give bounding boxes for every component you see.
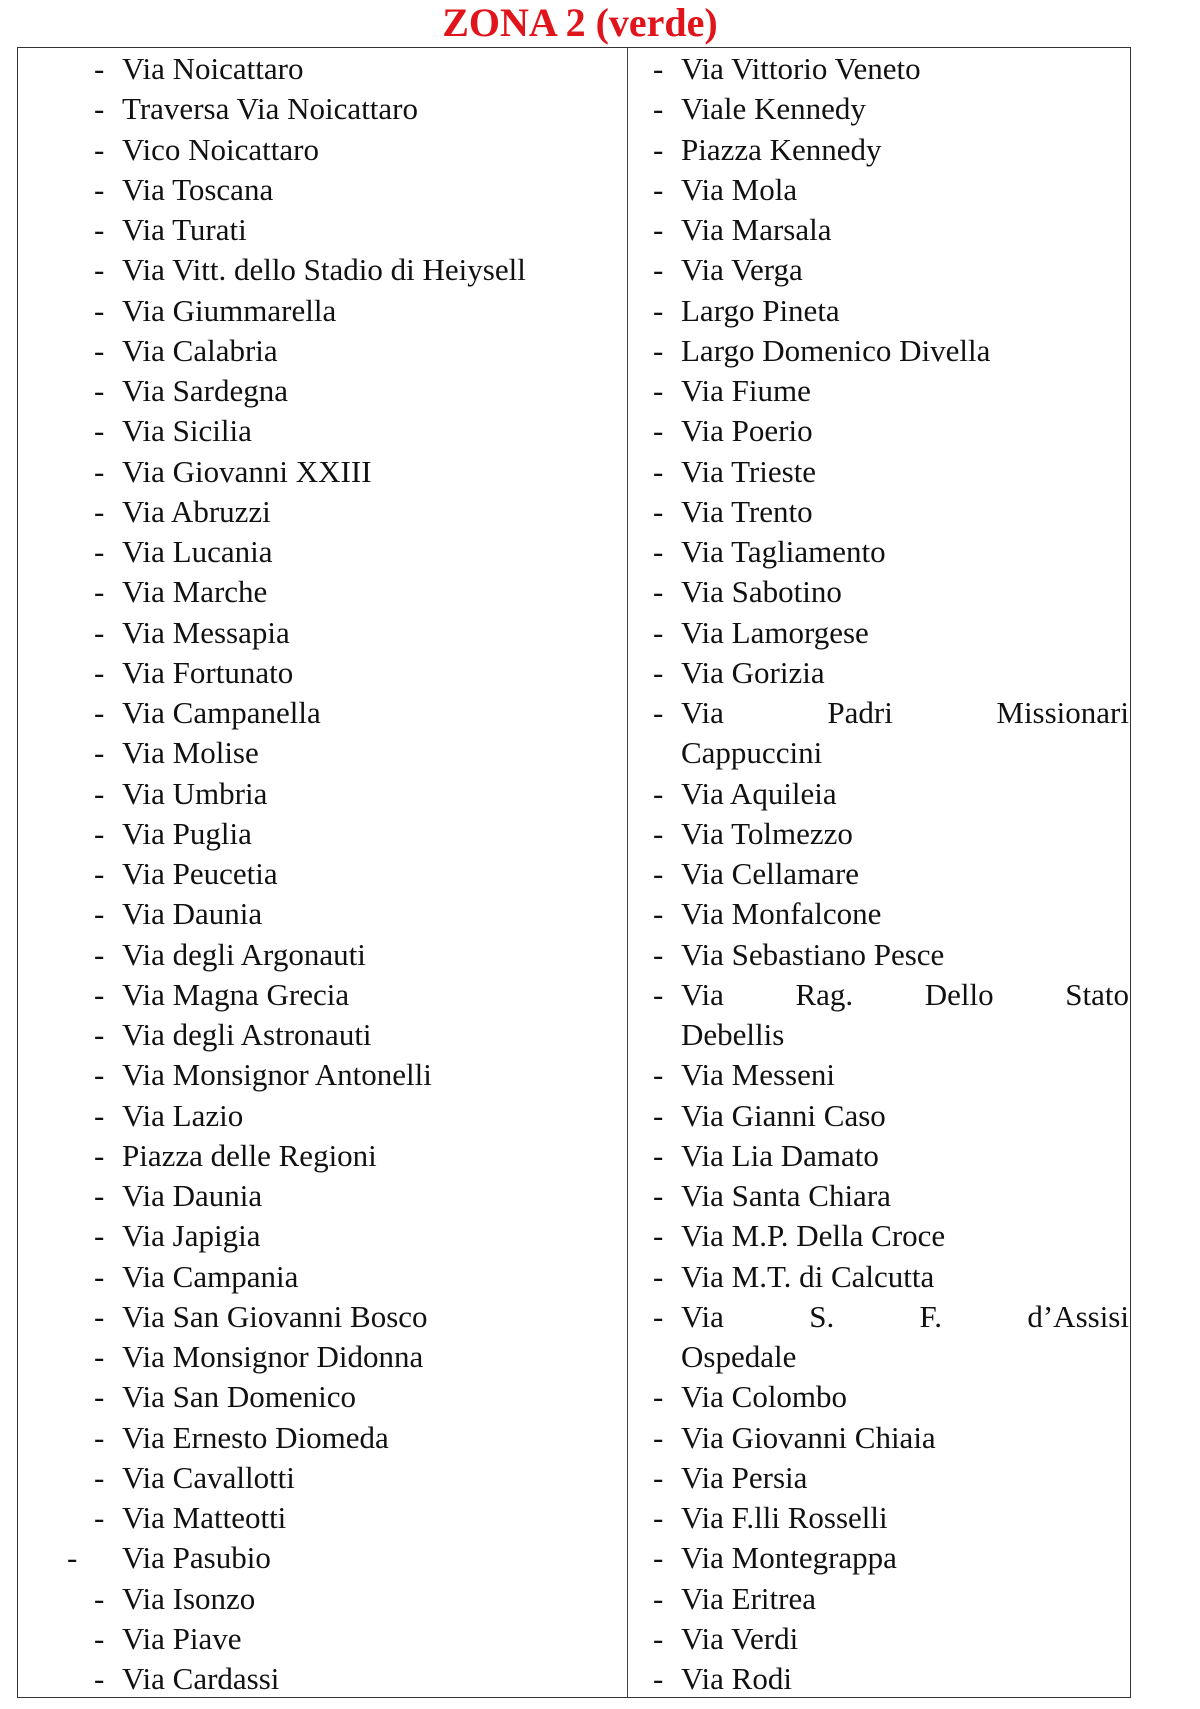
list-item bbox=[18, 774, 627, 814]
bullet-dash: - bbox=[94, 453, 105, 489]
list-item bbox=[18, 1498, 627, 1538]
bullet-dash: - bbox=[653, 936, 664, 972]
bullet-dash: - bbox=[94, 1620, 105, 1656]
street-name: Via Poerio bbox=[681, 413, 813, 449]
bullet-dash: - bbox=[653, 1137, 664, 1173]
bullet-dash: - bbox=[94, 1339, 105, 1374]
street-name: Via Cardassi bbox=[122, 1661, 280, 1696]
left-street-list bbox=[18, 49, 627, 1699]
list-item bbox=[628, 894, 1132, 934]
list-item bbox=[628, 1538, 1132, 1578]
bullet-dash: - bbox=[653, 574, 664, 610]
street-name: Via degli Astronauti bbox=[122, 1017, 372, 1052]
bullet-dash: - bbox=[653, 1500, 664, 1535]
right-street-list bbox=[628, 49, 1132, 1699]
street-name: Via San Giovanni Bosco bbox=[122, 1298, 428, 1334]
street-name: Via Cellamare bbox=[681, 856, 860, 891]
street-name: Via Persia bbox=[681, 1459, 808, 1495]
bullet-dash: - bbox=[653, 1258, 664, 1294]
street-name: Via Santa Chiara bbox=[681, 1178, 891, 1213]
street-name: Via M.T. di Calcutta bbox=[681, 1258, 935, 1294]
list-item bbox=[18, 250, 627, 290]
bullet-dash: - bbox=[653, 1178, 664, 1213]
list-item bbox=[18, 371, 627, 411]
street-table bbox=[17, 47, 1131, 1698]
bullet-dash: - bbox=[94, 815, 105, 851]
bullet-dash: - bbox=[94, 131, 105, 167]
bullet-dash: - bbox=[94, 896, 105, 932]
bullet-dash: - bbox=[653, 1540, 664, 1576]
street-name: Via San Domenico bbox=[122, 1379, 357, 1415]
word: Missionari bbox=[996, 695, 1129, 730]
street-name bbox=[681, 1297, 1129, 1378]
list-item bbox=[628, 1418, 1132, 1458]
list-item bbox=[628, 1619, 1132, 1659]
street-name: Via Giovanni XXIII bbox=[122, 453, 372, 489]
word: Via bbox=[681, 976, 724, 1012]
street-name: Via Magna Grecia bbox=[122, 976, 350, 1012]
bullet-dash: - bbox=[94, 1661, 105, 1696]
bullet-dash: - bbox=[653, 373, 664, 408]
bullet-dash: - bbox=[653, 1097, 664, 1133]
list-item bbox=[628, 1176, 1132, 1216]
bullet-dash: - bbox=[94, 413, 105, 449]
list-item-wrapped bbox=[628, 1297, 1132, 1378]
list-item bbox=[628, 250, 1132, 290]
bullet-dash: - bbox=[653, 1419, 664, 1455]
list-item bbox=[18, 854, 627, 894]
street-name: Via Fortunato bbox=[122, 654, 294, 690]
street-name-line2: Debellis bbox=[681, 1017, 785, 1052]
list-item bbox=[18, 492, 627, 532]
bullet-dash: - bbox=[653, 91, 664, 127]
list-item bbox=[628, 1458, 1132, 1498]
list-item bbox=[18, 130, 627, 170]
bullet-dash: - bbox=[94, 1057, 105, 1093]
bullet-dash: - bbox=[653, 534, 664, 569]
street-name: Via Tagliamento bbox=[681, 534, 886, 569]
list-item bbox=[628, 452, 1132, 492]
list-item bbox=[18, 1538, 627, 1578]
street-name: Via Vittorio Veneto bbox=[681, 51, 921, 86]
bullet-dash: - bbox=[94, 614, 105, 650]
bullet-dash: - bbox=[653, 252, 664, 288]
street-name: Via Lamorgese bbox=[681, 614, 869, 650]
list-item bbox=[18, 935, 627, 975]
bullet-dash: - bbox=[94, 1137, 105, 1173]
bullet-dash: - bbox=[653, 1057, 664, 1093]
bullet-dash: - bbox=[94, 493, 105, 529]
street-name: Via Trieste bbox=[681, 453, 817, 489]
street-name: Via Lucania bbox=[122, 534, 273, 569]
list-item bbox=[18, 572, 627, 612]
bullet-dash: - bbox=[94, 1298, 105, 1334]
street-name: Via Toscana bbox=[122, 171, 274, 207]
list-item bbox=[18, 1297, 627, 1337]
bullet-dash: - bbox=[94, 1419, 105, 1455]
street-name: Via Sicilia bbox=[122, 413, 252, 449]
list-item bbox=[628, 1579, 1132, 1619]
street-name: Via Japigia bbox=[122, 1218, 261, 1254]
bullet-dash: - bbox=[94, 373, 105, 408]
word: Via bbox=[681, 695, 724, 730]
bullet-dash: - bbox=[94, 1097, 105, 1133]
list-item bbox=[18, 452, 627, 492]
list-item bbox=[628, 1096, 1132, 1136]
street-name-line1 bbox=[681, 1297, 1129, 1337]
street-name: Via Campania bbox=[122, 1258, 299, 1294]
list-item bbox=[18, 613, 627, 653]
street-name: Via Peucetia bbox=[122, 856, 278, 891]
street-name: Via Giovanni Chiaia bbox=[681, 1419, 936, 1455]
street-name: Via Tolmezzo bbox=[681, 815, 853, 851]
list-item bbox=[18, 1015, 627, 1055]
street-name: Via Sabotino bbox=[681, 574, 842, 610]
bullet-dash: - bbox=[94, 1178, 105, 1213]
bullet-dash: - bbox=[94, 292, 105, 328]
street-name: Traversa Via Noicattaro bbox=[122, 91, 418, 127]
street-name: Via Piave bbox=[122, 1620, 242, 1656]
bullet-dash: - bbox=[94, 775, 105, 811]
street-name: Via Sebastiano Pesce bbox=[681, 936, 945, 972]
word: S. bbox=[809, 1298, 835, 1334]
bullet-dash: - bbox=[94, 1500, 105, 1535]
street-name: Via Daunia bbox=[122, 1178, 263, 1213]
bullet-dash: - bbox=[653, 695, 664, 730]
street-name bbox=[681, 693, 1129, 774]
list-item bbox=[18, 532, 627, 572]
street-name: Via Campanella bbox=[122, 695, 321, 730]
list-item bbox=[18, 210, 627, 250]
list-item bbox=[18, 733, 627, 773]
list-item bbox=[628, 170, 1132, 210]
street-name: Via Marsala bbox=[681, 212, 832, 247]
street-name: Via Monsignor Didonna bbox=[122, 1339, 424, 1374]
bullet-dash: - bbox=[653, 51, 664, 86]
bullet-dash: - bbox=[94, 91, 105, 127]
bullet-dash: - bbox=[94, 976, 105, 1012]
street-name: Piazza delle Regioni bbox=[122, 1137, 377, 1173]
word: Stato bbox=[1065, 976, 1129, 1012]
list-item bbox=[18, 1458, 627, 1498]
list-item-wrapped bbox=[628, 975, 1132, 1056]
street-name: Piazza Kennedy bbox=[681, 131, 882, 167]
bullet-dash: - bbox=[94, 534, 105, 569]
bullet-dash: - bbox=[653, 856, 664, 891]
street-name: Via Gianni Caso bbox=[681, 1097, 886, 1133]
street-name: Via Matteotti bbox=[122, 1500, 287, 1535]
bullet-dash: - bbox=[94, 735, 105, 771]
bullet-dash: - bbox=[67, 1540, 78, 1576]
bullet-dash: - bbox=[653, 1661, 664, 1696]
list-item bbox=[18, 1579, 627, 1619]
bullet-dash: - bbox=[653, 815, 664, 851]
street-name: Via Isonzo bbox=[122, 1580, 256, 1616]
bullet-dash: - bbox=[94, 1218, 105, 1254]
street-name: Via Messapia bbox=[122, 614, 290, 650]
list-item bbox=[18, 170, 627, 210]
list-item bbox=[18, 1659, 627, 1699]
street-name: Via Lazio bbox=[122, 1097, 244, 1133]
bullet-dash: - bbox=[653, 896, 664, 932]
street-name: Via Messeni bbox=[681, 1057, 835, 1093]
bullet-dash: - bbox=[653, 775, 664, 811]
list-item bbox=[18, 291, 627, 331]
bullet-dash: - bbox=[653, 1580, 664, 1616]
bullet-dash: - bbox=[653, 654, 664, 690]
list-item bbox=[18, 1418, 627, 1458]
bullet-dash: - bbox=[94, 171, 105, 207]
bullet-dash: - bbox=[94, 1580, 105, 1616]
list-item bbox=[18, 1136, 627, 1176]
street-name: Via F.lli Rosselli bbox=[681, 1500, 888, 1535]
list-item bbox=[18, 975, 627, 1015]
street-name: Via Ernesto Diomeda bbox=[122, 1419, 389, 1455]
bullet-dash: - bbox=[94, 1017, 105, 1052]
list-item bbox=[18, 1257, 627, 1297]
list-item bbox=[18, 814, 627, 854]
bullet-dash: - bbox=[94, 654, 105, 690]
street-name: Via Sardegna bbox=[122, 373, 288, 408]
street-name bbox=[681, 975, 1129, 1056]
street-name: Via Daunia bbox=[122, 896, 263, 932]
list-item bbox=[628, 1136, 1132, 1176]
street-name: Via Eritrea bbox=[681, 1580, 816, 1616]
list-item bbox=[628, 1377, 1132, 1417]
list-item bbox=[18, 331, 627, 371]
word: Via bbox=[681, 1298, 724, 1334]
bullet-dash: - bbox=[653, 1459, 664, 1495]
bullet-dash: - bbox=[653, 1620, 664, 1656]
bullet-dash: - bbox=[94, 856, 105, 891]
street-name: Via degli Argonauti bbox=[122, 936, 366, 972]
list-item bbox=[628, 371, 1132, 411]
street-name: Via Molise bbox=[122, 735, 259, 771]
list-item bbox=[628, 1498, 1132, 1538]
list-item bbox=[628, 653, 1132, 693]
list-item bbox=[628, 1055, 1132, 1095]
list-item bbox=[628, 935, 1132, 975]
zone-title: ZONA 2 (verde) bbox=[442, 0, 718, 45]
street-name: Via Gorizia bbox=[681, 654, 825, 690]
list-item bbox=[628, 532, 1132, 572]
bullet-dash: - bbox=[94, 1459, 105, 1495]
street-name: Via Noicattaro bbox=[122, 51, 304, 86]
list-item bbox=[18, 1377, 627, 1417]
list-item-wrapped bbox=[628, 693, 1132, 774]
street-name: Largo Domenico Divella bbox=[681, 332, 991, 368]
bullet-dash: - bbox=[653, 332, 664, 368]
list-item bbox=[18, 1055, 627, 1095]
street-name: Via Colombo bbox=[681, 1379, 848, 1415]
list-item bbox=[628, 1257, 1132, 1297]
bullet-dash: - bbox=[653, 413, 664, 449]
list-item bbox=[628, 1216, 1132, 1256]
street-name: Via Rodi bbox=[681, 1661, 792, 1696]
list-item bbox=[18, 653, 627, 693]
list-item bbox=[18, 411, 627, 451]
street-name: Via Marche bbox=[122, 574, 268, 610]
street-name: Via Abruzzi bbox=[122, 493, 271, 529]
street-name: Via Verga bbox=[681, 252, 803, 288]
bullet-dash: - bbox=[653, 1218, 664, 1254]
bullet-dash: - bbox=[653, 493, 664, 529]
list-item bbox=[628, 492, 1132, 532]
street-name: Via Pasubio bbox=[122, 1540, 271, 1576]
list-item bbox=[628, 774, 1132, 814]
bullet-dash: - bbox=[94, 574, 105, 610]
street-name: Via Giummarella bbox=[122, 292, 337, 328]
street-name: Largo Pineta bbox=[681, 292, 840, 328]
bullet-dash: - bbox=[94, 1379, 105, 1415]
street-name: Via Lia Damato bbox=[681, 1137, 879, 1173]
bullet-dash: - bbox=[94, 51, 105, 86]
list-item bbox=[18, 1176, 627, 1216]
list-item bbox=[628, 613, 1132, 653]
street-name-line1 bbox=[681, 975, 1129, 1015]
street-name: Via Fiume bbox=[681, 373, 811, 408]
list-item bbox=[628, 854, 1132, 894]
bullet-dash: - bbox=[94, 332, 105, 368]
list-item bbox=[18, 1619, 627, 1659]
street-name: Via Monfalcone bbox=[681, 896, 882, 932]
street-name: Via Cavallotti bbox=[122, 1459, 295, 1495]
street-name: Vico Noicattaro bbox=[122, 131, 319, 167]
bullet-dash: - bbox=[653, 1379, 664, 1415]
street-name: Via Puglia bbox=[122, 815, 252, 851]
street-name: Via Aquileia bbox=[681, 775, 837, 811]
list-item bbox=[18, 894, 627, 934]
bullet-dash: - bbox=[653, 171, 664, 207]
bullet-dash: - bbox=[653, 976, 664, 1012]
street-name: Via Calabria bbox=[122, 332, 278, 368]
list-item bbox=[18, 1337, 627, 1377]
list-item bbox=[628, 411, 1132, 451]
bullet-dash: - bbox=[653, 453, 664, 489]
word: F. bbox=[919, 1298, 943, 1334]
street-name: Via Vitt. dello Stadio di Heiysell bbox=[122, 252, 526, 288]
street-name: Viale Kennedy bbox=[681, 91, 866, 127]
bullet-dash: - bbox=[94, 212, 105, 247]
word: Dello bbox=[924, 976, 994, 1012]
bullet-dash: - bbox=[653, 131, 664, 167]
bullet-dash: - bbox=[94, 1258, 105, 1294]
list-item bbox=[18, 693, 627, 733]
street-name: Via Turati bbox=[122, 212, 247, 247]
bullet-dash: - bbox=[653, 614, 664, 650]
list-item bbox=[628, 572, 1132, 612]
street-name: Via Montegrappa bbox=[681, 1540, 897, 1576]
word: d’Assisi bbox=[1027, 1298, 1129, 1334]
word: Padri bbox=[827, 695, 893, 730]
street-name: Via Mola bbox=[681, 171, 798, 207]
list-item bbox=[18, 49, 627, 89]
bullet-dash: - bbox=[94, 252, 105, 288]
list-item bbox=[628, 331, 1132, 371]
street-name: Via Monsignor Antonelli bbox=[122, 1057, 432, 1093]
bullet-dash: - bbox=[94, 936, 105, 972]
list-item bbox=[628, 814, 1132, 854]
bullet-dash: - bbox=[653, 1298, 664, 1334]
bullet-dash: - bbox=[653, 212, 664, 247]
list-item bbox=[18, 89, 627, 129]
list-item bbox=[628, 49, 1132, 89]
list-item bbox=[18, 1216, 627, 1256]
list-item bbox=[628, 1659, 1132, 1699]
word: Rag. bbox=[795, 976, 854, 1012]
list-item bbox=[628, 210, 1132, 250]
street-name: Via M.P. Della Croce bbox=[681, 1218, 946, 1254]
bullet-dash: - bbox=[94, 695, 105, 730]
list-item bbox=[628, 89, 1132, 129]
street-name-line2: Cappuccini bbox=[681, 735, 823, 771]
list-item bbox=[18, 1096, 627, 1136]
list-item bbox=[628, 291, 1132, 331]
bullet-dash: - bbox=[653, 292, 664, 328]
street-name: Via Umbria bbox=[122, 775, 268, 811]
street-name: Via Trento bbox=[681, 493, 813, 529]
street-name-line2: Ospedale bbox=[681, 1339, 797, 1374]
street-name: Via Verdi bbox=[681, 1620, 799, 1656]
list-item bbox=[628, 130, 1132, 170]
street-name-line1 bbox=[681, 693, 1129, 733]
